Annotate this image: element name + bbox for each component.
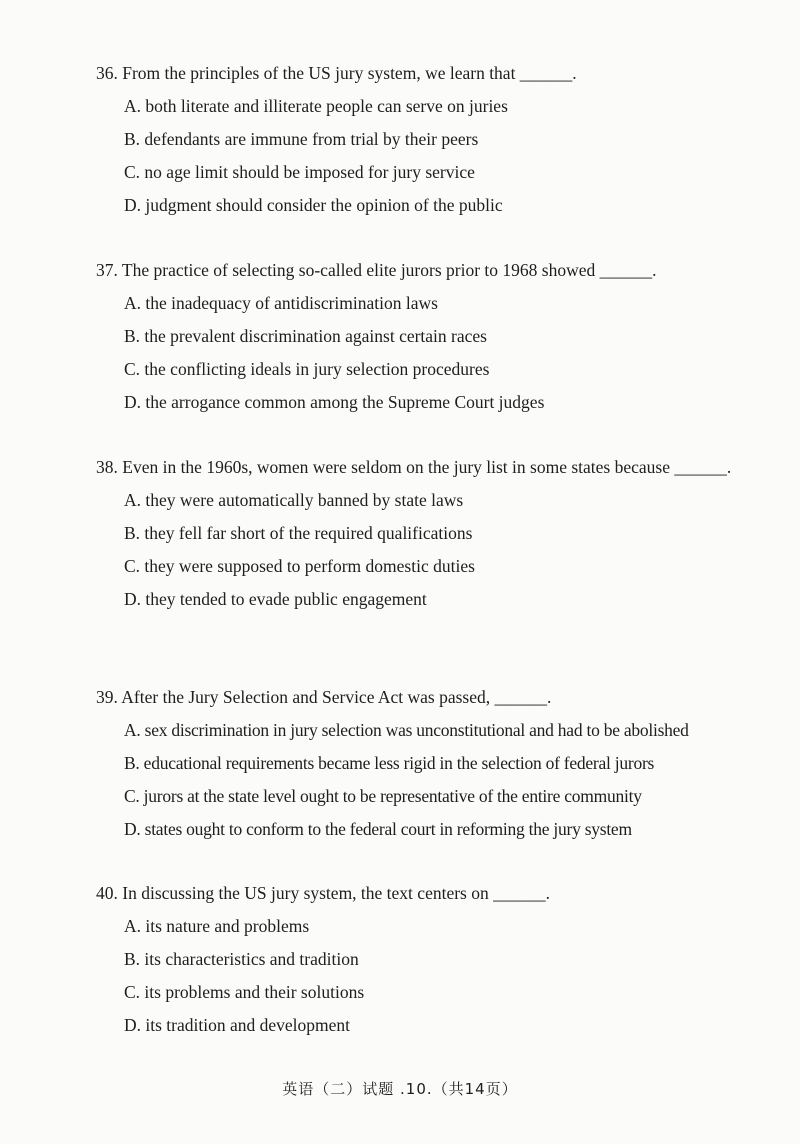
option-c: C. no age limit should be imposed for jury service: [124, 162, 475, 182]
question-stem: 40. In discussing the US jury system, the text centers on ______.: [96, 883, 550, 903]
option-b: B. the prevalent discrimination against certain races: [124, 326, 487, 346]
option-d: D. judgment should consider the opinion of the public: [124, 195, 503, 215]
question-40: [96, 877, 776, 1042]
question-38: [96, 451, 776, 616]
option-a: A. the inadequacy of antidiscrimination laws: [124, 293, 438, 313]
question-37: [96, 254, 776, 419]
option-d: D. the arrogance common among the Supreme Court judges: [124, 392, 545, 412]
option-a: A. its nature and problems: [124, 916, 310, 936]
option-c: C. they were supposed to perform domestic duties: [124, 556, 475, 576]
question-39: [96, 681, 776, 846]
option-a: A. both literate and illiterate people can serve on juries: [124, 96, 508, 116]
option-c: C. jurors at the state level ought to be representative of the entire community: [124, 786, 642, 806]
page-footer: 英语（二）试题 .10.（共14页）: [282, 1080, 518, 1098]
option-c: C. its problems and their solutions: [124, 982, 365, 1002]
option-d: D. they tended to evade public engagement: [124, 589, 427, 609]
question-stem: 39. After the Jury Selection and Service Act was passed, ______.: [96, 687, 552, 707]
option-b: B. its characteristics and tradition: [124, 949, 359, 969]
question-stem: 36. From the principles of the US jury system, we learn that ______.: [96, 63, 577, 83]
option-c: C. the conflicting ideals in jury selection procedures: [124, 359, 490, 379]
question-stem: 37. The practice of selecting so-called elite jurors prior to 1968 showed ______.: [96, 260, 657, 280]
option-d: D. its tradition and development: [124, 1015, 350, 1035]
option-a: A. sex discrimination in jury selection was unconstitutional and had to be abolished: [124, 720, 689, 740]
option-a: A. they were automatically banned by state laws: [124, 490, 464, 510]
option-d: D. states ought to conform to the federal court in reforming the jury system: [124, 819, 632, 839]
question-stem: 38. Even in the 1960s, women were seldom on the jury list in some states because ______.: [96, 457, 732, 477]
option-b: B. they fell far short of the required qualifications: [124, 523, 473, 543]
question-36: [96, 57, 776, 222]
option-b: B. defendants are immune from trial by their peers: [124, 129, 479, 149]
option-b: B. educational requirements became less rigid in the selection of federal jurors: [124, 753, 655, 773]
